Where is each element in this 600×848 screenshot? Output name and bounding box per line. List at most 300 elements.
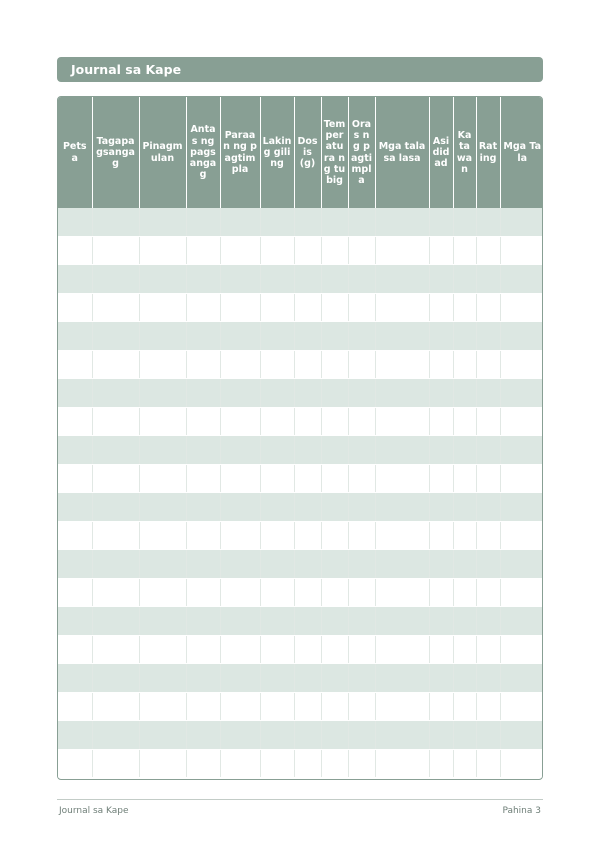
table-cell[interactable] [476, 350, 500, 379]
table-cell[interactable] [500, 350, 543, 379]
table-cell[interactable] [321, 379, 348, 408]
table-cell[interactable] [186, 236, 220, 265]
table-row [58, 578, 543, 607]
table-cell[interactable] [476, 493, 500, 522]
table-cell[interactable] [139, 265, 186, 294]
table-cell[interactable] [139, 322, 186, 351]
table-cell[interactable] [58, 322, 92, 351]
table-cell[interactable] [294, 550, 321, 579]
table-cell[interactable] [260, 464, 294, 493]
table-cell[interactable] [220, 379, 260, 408]
table-cell[interactable] [260, 578, 294, 607]
table-cell[interactable] [220, 692, 260, 721]
table-cell[interactable] [453, 436, 476, 465]
table-cell[interactable] [139, 749, 186, 778]
table-cell[interactable] [476, 749, 500, 778]
table-cell[interactable] [186, 749, 220, 778]
table-cell[interactable] [139, 493, 186, 522]
table-cell[interactable] [321, 436, 348, 465]
table-cell[interactable] [260, 493, 294, 522]
table-cell[interactable] [58, 749, 92, 778]
table-cell[interactable] [186, 322, 220, 351]
table-cell[interactable] [92, 322, 139, 351]
table-row [58, 407, 543, 436]
table-cell[interactable] [92, 749, 139, 778]
table-cell[interactable] [429, 436, 453, 465]
table-cell[interactable] [139, 379, 186, 408]
table-cell[interactable] [139, 721, 186, 750]
table-cell[interactable] [476, 265, 500, 294]
table-row [58, 521, 543, 550]
table-cell[interactable] [260, 607, 294, 636]
table-cell[interactable] [260, 521, 294, 550]
table-cell[interactable] [500, 379, 543, 408]
table-cell[interactable] [294, 379, 321, 408]
column-header: Petsa [58, 97, 92, 208]
table-cell[interactable] [139, 236, 186, 265]
table-cell[interactable] [294, 265, 321, 294]
table-row [58, 721, 543, 750]
table-cell[interactable] [294, 692, 321, 721]
table-cell[interactable] [139, 407, 186, 436]
table-cell[interactable] [500, 550, 543, 579]
table-cell[interactable] [321, 350, 348, 379]
table-cell[interactable] [294, 407, 321, 436]
table-cell[interactable] [429, 721, 453, 750]
table-cell[interactable] [58, 493, 92, 522]
table-cell[interactable] [220, 749, 260, 778]
table-cell[interactable] [429, 692, 453, 721]
table-cell[interactable] [500, 635, 543, 664]
table-cell[interactable] [500, 692, 543, 721]
table-cell[interactable] [375, 692, 429, 721]
table-cell[interactable] [429, 578, 453, 607]
table-cell[interactable] [453, 607, 476, 636]
table-cell[interactable] [375, 749, 429, 778]
table-cell[interactable] [453, 208, 476, 236]
table-cell[interactable] [186, 664, 220, 693]
table-cell[interactable] [139, 464, 186, 493]
table-cell[interactable] [348, 436, 375, 465]
table-cell[interactable] [375, 607, 429, 636]
table-cell[interactable] [186, 464, 220, 493]
table-cell[interactable] [220, 521, 260, 550]
table-cell[interactable] [321, 236, 348, 265]
table-cell[interactable] [453, 635, 476, 664]
table-cell[interactable] [186, 379, 220, 408]
table-cell[interactable] [58, 521, 92, 550]
table-cell[interactable] [453, 749, 476, 778]
table-cell[interactable] [476, 436, 500, 465]
table-cell[interactable] [186, 692, 220, 721]
table-cell[interactable] [294, 578, 321, 607]
table-cell[interactable] [453, 578, 476, 607]
table-row [58, 379, 543, 408]
table-cell[interactable] [453, 407, 476, 436]
table-cell[interactable] [375, 521, 429, 550]
table-cell[interactable] [375, 236, 429, 265]
table-cell[interactable] [476, 379, 500, 408]
table-cell[interactable] [220, 464, 260, 493]
table-cell[interactable] [476, 635, 500, 664]
table-cell[interactable] [476, 464, 500, 493]
table-cell[interactable] [500, 664, 543, 693]
table-cell[interactable] [220, 265, 260, 294]
table-cell[interactable] [294, 635, 321, 664]
table-cell[interactable] [294, 493, 321, 522]
table-cell[interactable] [476, 721, 500, 750]
table-cell[interactable] [500, 436, 543, 465]
table-cell[interactable] [58, 550, 92, 579]
table-cell[interactable] [321, 749, 348, 778]
table-cell[interactable] [58, 350, 92, 379]
table-cell[interactable] [375, 350, 429, 379]
table-cell[interactable] [375, 664, 429, 693]
table-cell[interactable] [375, 265, 429, 294]
table-cell[interactable] [348, 265, 375, 294]
table-cell[interactable] [375, 578, 429, 607]
table-cell[interactable] [294, 664, 321, 693]
table-cell[interactable] [429, 236, 453, 265]
table-cell[interactable] [500, 322, 543, 351]
table-cell[interactable] [476, 521, 500, 550]
table-cell[interactable] [429, 521, 453, 550]
table-cell[interactable] [453, 521, 476, 550]
table-cell[interactable] [58, 436, 92, 465]
table-cell[interactable] [429, 664, 453, 693]
table-cell[interactable] [321, 578, 348, 607]
table-cell[interactable] [92, 379, 139, 408]
table-cell[interactable] [186, 208, 220, 236]
table-cell[interactable] [139, 208, 186, 236]
table-cell[interactable] [139, 664, 186, 693]
table-cell[interactable] [321, 692, 348, 721]
table-cell[interactable] [476, 692, 500, 721]
table-cell[interactable] [321, 635, 348, 664]
footer-title: Journal sa Kape [59, 806, 129, 816]
table-cell[interactable] [500, 578, 543, 607]
table-cell[interactable] [453, 692, 476, 721]
table-cell[interactable] [500, 208, 543, 236]
table-cell[interactable] [294, 607, 321, 636]
table-cell[interactable] [321, 407, 348, 436]
table-cell[interactable] [58, 635, 92, 664]
table-cell[interactable] [220, 578, 260, 607]
table-cell[interactable] [429, 493, 453, 522]
table-cell[interactable] [186, 350, 220, 379]
table-cell[interactable] [348, 521, 375, 550]
table-cell[interactable] [58, 265, 92, 294]
table-cell[interactable] [294, 350, 321, 379]
table-cell[interactable] [220, 322, 260, 351]
table-cell[interactable] [58, 407, 92, 436]
table-cell[interactable] [92, 407, 139, 436]
table-cell[interactable] [453, 550, 476, 579]
table-cell[interactable] [375, 721, 429, 750]
table-cell[interactable] [186, 721, 220, 750]
table-cell[interactable] [348, 664, 375, 693]
table-cell[interactable] [186, 550, 220, 579]
table-cell[interactable] [348, 464, 375, 493]
table-cell[interactable] [260, 265, 294, 294]
table-cell[interactable] [58, 293, 92, 322]
table-cell[interactable] [139, 550, 186, 579]
table-cell[interactable] [321, 322, 348, 351]
table-cell[interactable] [321, 550, 348, 579]
table-cell[interactable] [453, 265, 476, 294]
table-cell[interactable] [186, 293, 220, 322]
table-cell[interactable] [220, 493, 260, 522]
table-cell[interactable] [139, 607, 186, 636]
table-cell[interactable] [429, 379, 453, 408]
table-cell[interactable] [429, 265, 453, 294]
table-cell[interactable] [139, 578, 186, 607]
table-cell[interactable] [186, 436, 220, 465]
table-cell[interactable] [260, 635, 294, 664]
table-cell[interactable] [500, 493, 543, 522]
table-cell[interactable] [429, 464, 453, 493]
table-cell[interactable] [294, 293, 321, 322]
table-row [58, 322, 543, 351]
table-cell[interactable] [260, 407, 294, 436]
table-cell[interactable] [321, 293, 348, 322]
table-cell[interactable] [220, 635, 260, 664]
table-cell[interactable] [220, 350, 260, 379]
table-cell[interactable] [321, 521, 348, 550]
table-cell[interactable] [348, 721, 375, 750]
table-cell[interactable] [321, 208, 348, 236]
table-cell[interactable] [375, 322, 429, 351]
table-cell[interactable] [294, 464, 321, 493]
table-row [58, 236, 543, 265]
table-cell[interactable] [375, 293, 429, 322]
table-cell[interactable] [294, 208, 321, 236]
table-cell[interactable] [260, 436, 294, 465]
table-cell[interactable] [453, 350, 476, 379]
table-cell[interactable] [453, 293, 476, 322]
table-cell[interactable] [260, 692, 294, 721]
table-cell[interactable] [260, 322, 294, 351]
table-cell[interactable] [92, 635, 139, 664]
table-cell[interactable] [375, 436, 429, 465]
table-cell[interactable] [476, 407, 500, 436]
table-cell[interactable] [186, 265, 220, 294]
table-cell[interactable] [186, 521, 220, 550]
table-cell[interactable] [58, 692, 92, 721]
table-cell[interactable] [58, 721, 92, 750]
table-cell[interactable] [453, 379, 476, 408]
table-cell[interactable] [58, 578, 92, 607]
table-cell[interactable] [429, 635, 453, 664]
table-cell[interactable] [220, 236, 260, 265]
table-cell[interactable] [453, 322, 476, 351]
table-cell[interactable] [92, 664, 139, 693]
column-header: Antas ng pagsangag [186, 97, 220, 208]
table-cell[interactable] [500, 293, 543, 322]
table-cell[interactable] [348, 493, 375, 522]
table-cell[interactable] [453, 493, 476, 522]
table-cell[interactable] [92, 521, 139, 550]
table-cell[interactable] [220, 436, 260, 465]
table-cell[interactable] [58, 236, 92, 265]
table-cell[interactable] [375, 493, 429, 522]
table-cell[interactable] [348, 749, 375, 778]
table-cell[interactable] [186, 607, 220, 636]
table-cell[interactable] [294, 236, 321, 265]
table-cell[interactable] [139, 521, 186, 550]
table-cell[interactable] [260, 350, 294, 379]
table-cell[interactable] [500, 464, 543, 493]
table-cell[interactable] [375, 464, 429, 493]
table-cell[interactable] [348, 578, 375, 607]
table-cell[interactable] [92, 265, 139, 294]
table-cell[interactable] [58, 464, 92, 493]
table-cell[interactable] [92, 493, 139, 522]
table-cell[interactable] [348, 293, 375, 322]
journal-title: Journal sa Kape [57, 57, 543, 82]
table-cell[interactable] [321, 493, 348, 522]
table-row [58, 607, 543, 636]
table-cell[interactable] [500, 236, 543, 265]
table-cell[interactable] [58, 379, 92, 408]
table-cell[interactable] [321, 464, 348, 493]
table-cell[interactable] [58, 664, 92, 693]
table-cell[interactable] [375, 407, 429, 436]
table-cell[interactable] [220, 607, 260, 636]
table-cell[interactable] [453, 236, 476, 265]
table-cell[interactable] [92, 550, 139, 579]
table-cell[interactable] [348, 692, 375, 721]
table-cell[interactable] [375, 379, 429, 408]
table-cell[interactable] [476, 664, 500, 693]
table-cell[interactable] [92, 692, 139, 721]
table-cell[interactable] [186, 578, 220, 607]
table-row [58, 350, 543, 379]
table-cell[interactable] [92, 721, 139, 750]
table-cell[interactable] [92, 208, 139, 236]
table-cell[interactable] [500, 407, 543, 436]
table-cell[interactable] [92, 236, 139, 265]
table-cell[interactable] [348, 322, 375, 351]
table-cell[interactable] [139, 293, 186, 322]
table-cell[interactable] [92, 350, 139, 379]
table-cell[interactable] [58, 208, 92, 236]
table-cell[interactable] [260, 293, 294, 322]
table-cell[interactable] [500, 721, 543, 750]
table-cell[interactable] [453, 664, 476, 693]
table-cell[interactable] [429, 407, 453, 436]
journal-grid [58, 97, 543, 778]
table-cell[interactable] [139, 635, 186, 664]
table-cell[interactable] [58, 607, 92, 636]
table-cell[interactable] [429, 293, 453, 322]
table-cell[interactable] [260, 236, 294, 265]
table-cell[interactable] [186, 493, 220, 522]
table-cell[interactable] [294, 721, 321, 750]
table-cell[interactable] [139, 692, 186, 721]
table-cell[interactable] [476, 322, 500, 351]
table-cell[interactable] [476, 578, 500, 607]
table-cell[interactable] [429, 550, 453, 579]
table-cell[interactable] [476, 236, 500, 265]
table-cell[interactable] [321, 607, 348, 636]
table-cell[interactable] [453, 464, 476, 493]
table-cell[interactable] [429, 749, 453, 778]
table-cell[interactable] [260, 721, 294, 750]
table-cell[interactable] [92, 293, 139, 322]
table-cell[interactable] [321, 721, 348, 750]
table-cell[interactable] [92, 607, 139, 636]
table-cell[interactable] [375, 550, 429, 579]
table-cell[interactable] [321, 664, 348, 693]
table-cell[interactable] [260, 550, 294, 579]
table-cell[interactable] [429, 350, 453, 379]
table-cell[interactable] [348, 208, 375, 236]
table-cell[interactable] [476, 550, 500, 579]
table-cell[interactable] [348, 607, 375, 636]
table-cell[interactable] [186, 635, 220, 664]
table-cell[interactable] [500, 265, 543, 294]
table-cell[interactable] [260, 749, 294, 778]
table-cell[interactable] [220, 721, 260, 750]
table-cell[interactable] [139, 350, 186, 379]
table-cell[interactable] [476, 607, 500, 636]
table-cell[interactable] [294, 749, 321, 778]
table-cell[interactable] [500, 749, 543, 778]
table-cell[interactable] [294, 521, 321, 550]
column-header: Tagapagsangag [92, 97, 139, 208]
table-cell[interactable] [429, 322, 453, 351]
table-cell[interactable] [260, 208, 294, 236]
table-cell[interactable] [220, 550, 260, 579]
table-cell[interactable] [260, 379, 294, 408]
table-cell[interactable] [375, 208, 429, 236]
table-cell[interactable] [348, 350, 375, 379]
table-cell[interactable] [294, 436, 321, 465]
table-cell[interactable] [92, 436, 139, 465]
table-cell[interactable] [500, 607, 543, 636]
table-cell[interactable] [453, 721, 476, 750]
table-cell[interactable] [92, 464, 139, 493]
table-cell[interactable] [186, 407, 220, 436]
table-cell[interactable] [220, 664, 260, 693]
table-cell[interactable] [220, 208, 260, 236]
table-cell[interactable] [92, 578, 139, 607]
table-cell[interactable] [220, 407, 260, 436]
column-header: Rating [476, 97, 500, 208]
table-cell[interactable] [260, 664, 294, 693]
page-number: Pahina 3 [502, 806, 541, 816]
table-cell[interactable] [429, 607, 453, 636]
table-cell[interactable] [348, 379, 375, 408]
table-cell[interactable] [476, 208, 500, 236]
table-cell[interactable] [375, 635, 429, 664]
table-cell[interactable] [294, 322, 321, 351]
table-cell[interactable] [429, 208, 453, 236]
table-cell[interactable] [321, 265, 348, 294]
table-row [58, 749, 543, 778]
table-row [58, 293, 543, 322]
table-cell[interactable] [348, 550, 375, 579]
table-cell[interactable] [220, 293, 260, 322]
table-cell[interactable] [500, 521, 543, 550]
table-cell[interactable] [476, 293, 500, 322]
table-cell[interactable] [348, 407, 375, 436]
table-cell[interactable] [348, 635, 375, 664]
table-cell[interactable] [348, 236, 375, 265]
column-header: Laking giling [260, 97, 294, 208]
table-cell[interactable] [139, 436, 186, 465]
